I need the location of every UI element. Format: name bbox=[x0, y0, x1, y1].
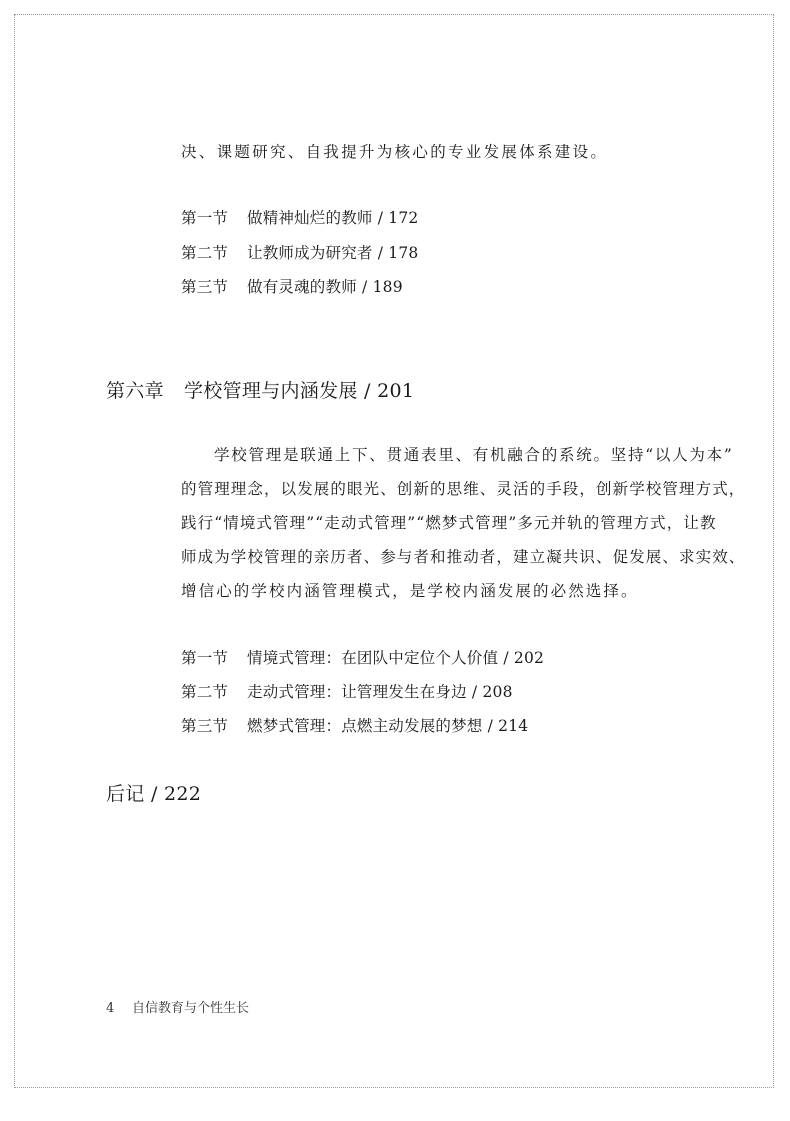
section-label: 第二节 bbox=[181, 683, 229, 701]
section-title: 走动式管理：让管理发生在身边 / 208 bbox=[247, 683, 513, 701]
section-title: 情境式管理：在团队中定位个人价值 / 202 bbox=[247, 649, 545, 667]
intro-line: 学校管理是联通上下、贯通表里、有机融合的系统。坚持“以人为本” bbox=[214, 446, 734, 464]
section-title: 做有灵魂的教师 / 189 bbox=[247, 278, 403, 296]
section-label: 第一节 bbox=[181, 649, 229, 667]
toc-entry[interactable] bbox=[181, 275, 403, 297]
page-footer bbox=[106, 997, 249, 1016]
chapter-title: 学校管理与内涵发展 / 201 bbox=[184, 380, 415, 402]
intro-continuation: 决、课题研究、自我提升为核心的专业发展体系建设。 bbox=[181, 143, 609, 161]
section-label: 第三节 bbox=[181, 717, 229, 735]
toc-entry[interactable] bbox=[181, 680, 513, 702]
page-number: 4 bbox=[106, 1001, 115, 1016]
chapter6-heading[interactable] bbox=[106, 376, 414, 403]
intro-line: 增信心的学校内涵管理模式，是学校内涵发展的必然选择。 bbox=[181, 582, 639, 600]
toc-entry[interactable] bbox=[181, 646, 544, 668]
intro-line: 师成为学校管理的亲历者、参与者和推动者，建立凝共识、促发展、求实效、 bbox=[181, 548, 746, 566]
toc-entry[interactable] bbox=[181, 714, 528, 736]
section-title: 燃梦式管理：点燃主动发展的梦想 / 214 bbox=[247, 717, 529, 735]
toc-entry[interactable] bbox=[181, 206, 418, 228]
section-title: 做精神灿烂的教师 / 172 bbox=[247, 209, 419, 227]
toc-entry[interactable] bbox=[181, 241, 418, 263]
afterword-entry[interactable]: 后记 / 222 bbox=[106, 783, 202, 805]
section-label: 第一节 bbox=[181, 209, 229, 227]
chapter-label: 第六章 bbox=[106, 380, 164, 402]
section-label: 第三节 bbox=[181, 278, 229, 296]
book-title: 自信教育与个性生长 bbox=[132, 1001, 250, 1016]
section-title: 让教师成为研究者 / 178 bbox=[247, 244, 419, 262]
intro-line: 践行“情境式管理”“走动式管理”“燃梦式管理”多元并轨的管理方式，让教 bbox=[181, 514, 717, 532]
intro-line: 的管理理念，以发展的眼光、创新的思维、灵活的手段，创新学校管理方式， bbox=[181, 480, 746, 498]
section-label: 第二节 bbox=[181, 244, 229, 262]
